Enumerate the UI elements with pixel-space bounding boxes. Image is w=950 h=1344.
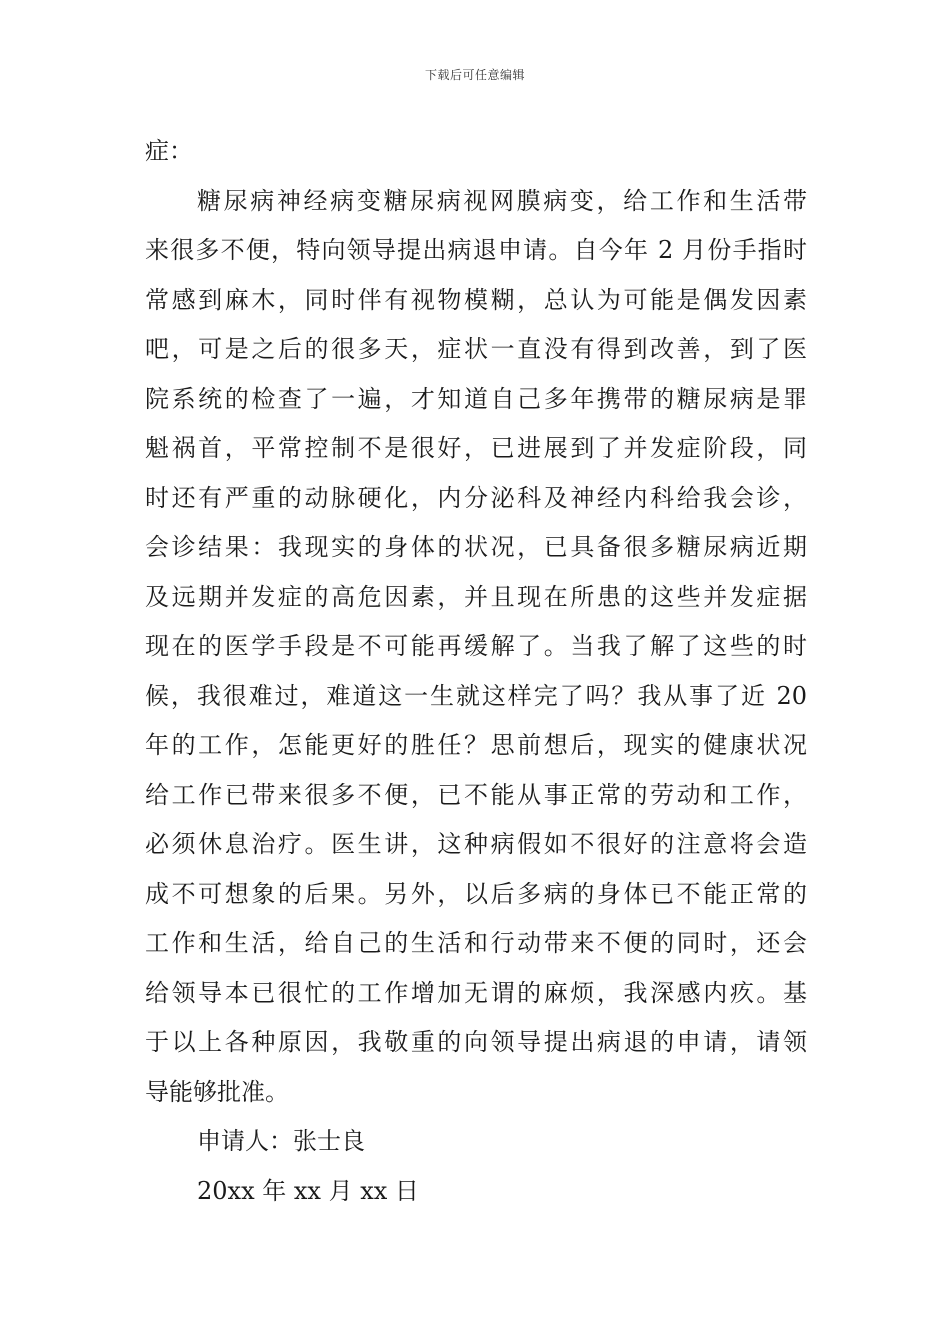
paragraph-line: 必须休息治疗。医生讲，这种病假如不很好的注意将会造	[145, 830, 807, 858]
paragraph-line: 导能够批准。	[145, 1077, 289, 1106]
paragraph-line: 于以上各种原因，我敬重的向领导提出病退的申请，请领	[145, 1028, 807, 1056]
paragraph-line: 及远期并发症的高危因素，并且现在所患的这些并发症据	[145, 582, 807, 611]
paragraph-line: 会诊结果：我现实的身体的状况，已具备很多糖尿病近期	[145, 533, 807, 561]
paragraph-line: 候，我很难过，难道这一生就这样完了吗？我从事了近 20	[145, 681, 807, 710]
letter-date: 20xx 年 xx 月 xx 日	[197, 1176, 419, 1205]
paragraph-line: 院系统的检查了一遍，才知道自己多年携带的糖尿病是罪	[145, 384, 807, 413]
paragraph-line: 来很多不便，特向领导提出病退申请。自今年 2 月份手指时	[145, 236, 807, 264]
paragraph-line: 工作和生活，给自己的生活和行动带来不便的同时，还会	[145, 929, 807, 957]
paragraph-line: 年的工作，怎能更好的胜任？思前想后，现实的健康状况	[145, 731, 807, 759]
paragraph-line: 给领导本已很忙的工作增加无谓的麻烦，我深感内疚。基	[145, 978, 807, 1007]
paragraph-line: 常感到麻木，同时伴有视物模糊，总认为可能是偶发因素	[145, 285, 807, 314]
paragraph-line: 成不可想象的后果。另外，以后多病的身体已不能正常的	[145, 879, 807, 908]
paragraph-line: 时还有严重的动脉硬化，内分泌科及神经内科给我会诊，	[145, 483, 807, 512]
opening-line: 症：	[145, 137, 193, 165]
paragraph-line: 现在的医学手段是不可能再缓解了。当我了解了这些的时	[145, 632, 807, 660]
paragraph-line: 给工作已带来很多不便，已不能从事正常的劳动和工作，	[145, 780, 807, 809]
paragraph-line: 吧，可是之后的很多天，症状一直没有得到改善，到了医	[145, 335, 807, 363]
paragraph-line: 魁祸首，平常控制不是很好，已进展到了并发症阶段，同	[145, 434, 807, 462]
paragraph-line: 糖尿病神经病变糖尿病视网膜病变，给工作和生活带	[197, 186, 807, 215]
header-note: 下载后可任意编辑	[424, 68, 525, 82]
letter-body	[145, 127, 807, 1216]
applicant-signature: 申请人：张士良	[197, 1127, 365, 1155]
